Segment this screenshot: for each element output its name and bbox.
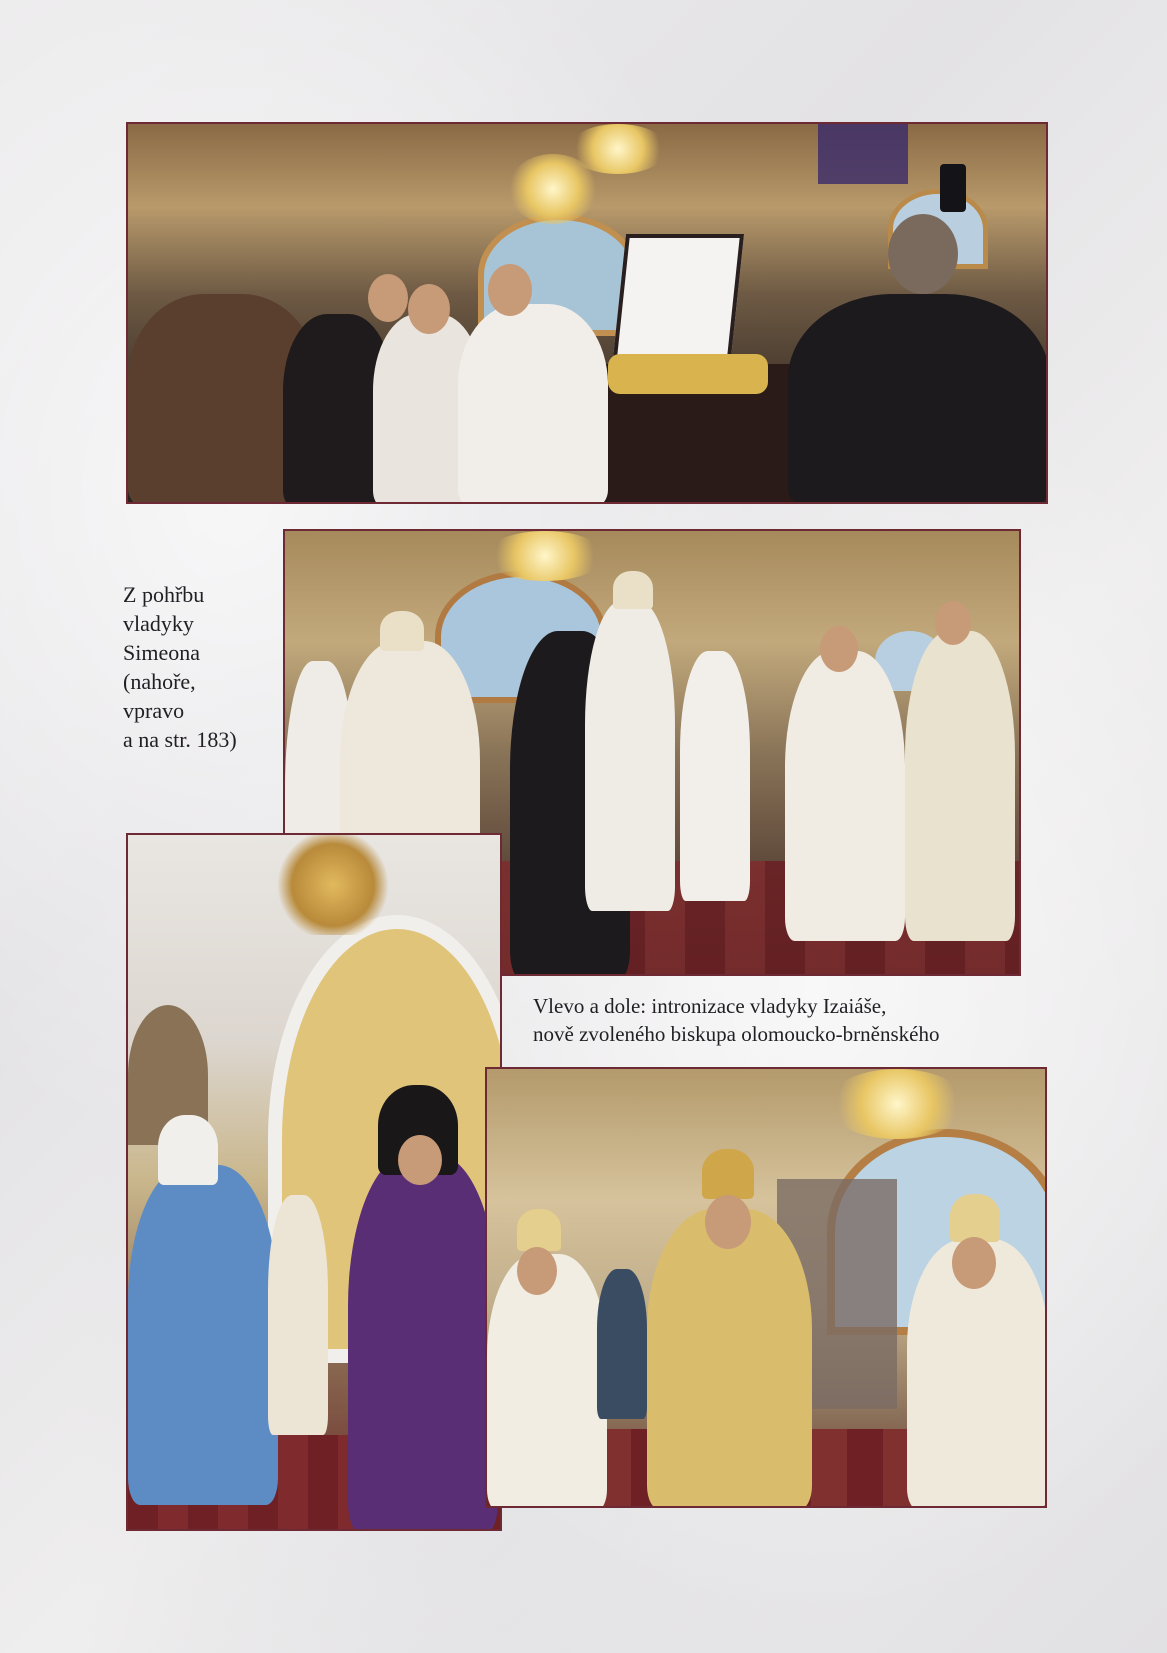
- photo-enthronement-hierarchs: [126, 833, 502, 1531]
- caption-enthronement-line: nově zvoleného biskupa olomoucko-brněnského: [533, 1022, 940, 1046]
- caption-funeral: [123, 580, 237, 754]
- photo-funeral-coffin: [126, 122, 1048, 504]
- caption-funeral-line: vpravo: [123, 698, 185, 723]
- caption-enthronement: [533, 992, 940, 1048]
- caption-funeral-line: Z pohřbu: [123, 582, 205, 607]
- caption-funeral-line: vladyky: [123, 611, 194, 636]
- caption-enthronement-line: Vlevo a dole: intronizace vladyky Izaiáše,: [533, 994, 887, 1018]
- caption-funeral-line: Simeona: [123, 640, 200, 665]
- caption-funeral-line: a na str. 183): [123, 727, 237, 752]
- photo-enthronement-gold: [485, 1067, 1047, 1508]
- caption-funeral-line: (nahoře,: [123, 669, 196, 694]
